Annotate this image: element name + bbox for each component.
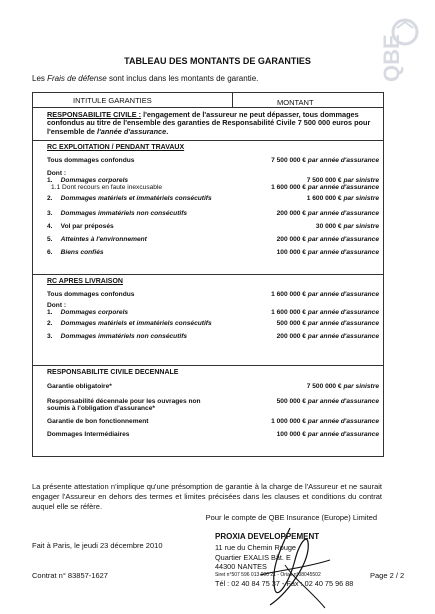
table-row: Responsabilité décennale pour les ouvrages non soumis à l'obligation d'assurance* 500 000 € par année d'assurance bbox=[47, 398, 379, 413]
contract-number: Contrat n° 83857-1627 bbox=[32, 571, 108, 580]
table-row: Dommages Intermédiaires 100 000 € par année d'assurance bbox=[47, 431, 379, 439]
for-account-text: Pour le compte de QBE Insurance (Europe) Limited bbox=[205, 513, 377, 522]
table-row: 3. Dommages immatériels non consécutifs 200 000 € par année d'assurance bbox=[47, 210, 379, 218]
table-row: Garantie de bon fonctionnement 1 000 000 € par année d'assurance bbox=[47, 418, 379, 426]
table-row: 1. Dommages corporels 7 500 000 € par sinistre bbox=[47, 177, 379, 185]
table-row: 1.1 Dont recours en faute inexcusable 1 600 000 € par année d'assurance bbox=[51, 184, 379, 192]
stamp-line: Tél : 02 40 84 75 37 - Fax : 02 40 75 96 88 bbox=[215, 579, 354, 589]
section-title: RC EXPLOITATION / PENDANT TRAVAUX bbox=[47, 144, 185, 152]
page-number: Page 2 / 2 bbox=[370, 571, 405, 580]
column-header-amount: MONTANT bbox=[277, 98, 314, 107]
table-row: 1. Dommages corporels 1 600 000 € par année d'assurance bbox=[47, 309, 379, 317]
stamp-line: Quartier EXALIS Bât. E bbox=[215, 552, 291, 562]
table-row: Garantie obligatoire* 7 500 000 € par sinistre bbox=[47, 383, 379, 391]
dont-label: Dont : bbox=[47, 302, 67, 310]
stamp-line: Siret n°507 596 013 000 21 - Orias n°08045502 bbox=[215, 572, 321, 579]
table-row: 5. Atteintes à l'environnement 200 000 € par année d'assurance bbox=[47, 236, 379, 244]
stamp-company: PROXIA DEVELOPPEMENT bbox=[215, 532, 320, 541]
section-title: RESPONSABILITE CIVILE DECENNALE bbox=[47, 369, 179, 377]
table-row: 2. Dommages matériels et immatériels consécutifs 500 000 € par année d'assurance bbox=[47, 320, 379, 328]
table-row: 2. Dommages matériels et immatériels consécutifs 1 600 000 € par sinistre bbox=[47, 195, 379, 203]
table-row: 4. Vol par préposés 30 000 € par sinistre bbox=[47, 223, 379, 231]
svg-text:QBE: QBE bbox=[379, 34, 404, 82]
section-title: RC APRES LIVRAISON bbox=[47, 278, 123, 286]
page-title: TABLEAU DES MONTANTS DE GARANTIES bbox=[124, 56, 311, 66]
stamp-line: 11 rue du Chemin Rouge bbox=[215, 542, 296, 552]
intro-text: Les Frais de défense sont inclus dans les montants de garantie. bbox=[32, 74, 259, 83]
qbe-logo-icon bbox=[367, 14, 427, 84]
table-row: 6. Biens confiés 100 000 € par année d'assurance bbox=[47, 249, 379, 257]
table-row: Tous dommages confondus 7 500 000 € par année d'assurance bbox=[47, 157, 379, 165]
section-rc-exploitation bbox=[33, 141, 383, 275]
rc-general-clause: RESPONSABILITE CIVILE : l'engagement de l'assureur ne peut dépasser, tous dommages confondus au titre de l'ensemble des garanties de Responsabilité Civile 7 500 000 euros pour l'ensemble de l'année d'assurance. bbox=[33, 108, 383, 141]
guarantees-table bbox=[32, 92, 384, 457]
section-rc-decennale bbox=[33, 366, 383, 456]
place-date: Fait à Paris, le jeudi 23 décembre 2010 bbox=[32, 541, 163, 550]
table-row: Tous dommages confondus 1 600 000 € par année d'assurance bbox=[47, 291, 379, 299]
attestation-text: La présente attestation n'implique qu'une présomption de garantie à la charge de l'Assureur et ne saurait engager l'Assureur en dehors des termes et limites précisées dans les clauses et conditions du contrat auquel elle se réfère. bbox=[32, 482, 382, 511]
column-header-title: INTITULE GARANTIES bbox=[33, 93, 233, 107]
stamp-line: 44300 NANTES bbox=[215, 562, 267, 572]
handwritten-signature bbox=[250, 520, 340, 610]
dont-label: Dont : bbox=[47, 170, 67, 178]
table-header bbox=[33, 93, 383, 108]
section-rc-apres-livraison bbox=[33, 275, 383, 366]
table-row: 3. Dommages immatériels non consécutifs 200 000 € par année d'assurance bbox=[47, 333, 379, 341]
